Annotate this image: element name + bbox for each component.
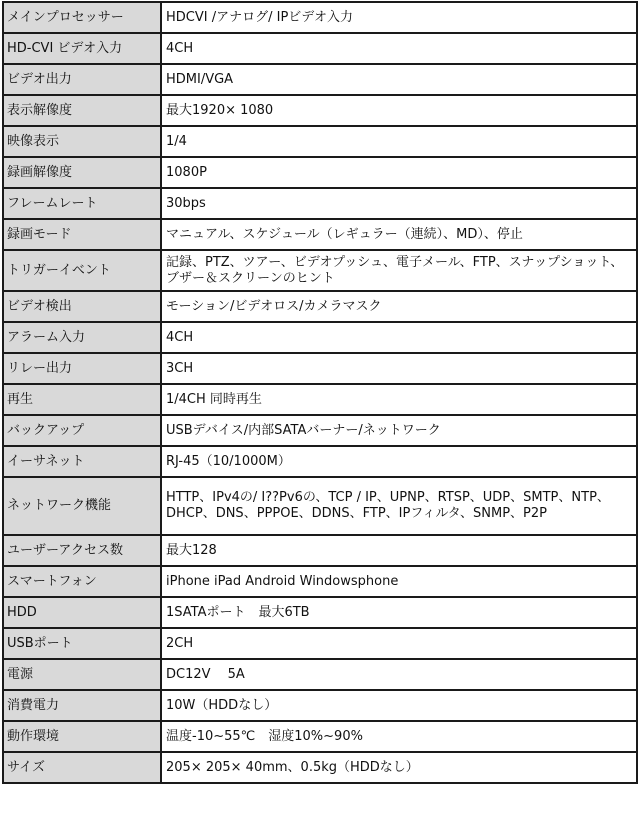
spec-value: 最大1920× 1080 xyxy=(161,95,637,126)
spec-row xyxy=(3,477,637,535)
spec-label: 動作環境 xyxy=(3,721,161,752)
spec-row xyxy=(3,597,637,628)
spec-value: 温度-10~55℃ 湿度10%~90% xyxy=(161,721,637,752)
spec-row xyxy=(3,322,637,353)
spec-row xyxy=(3,291,637,322)
spec-row xyxy=(3,566,637,597)
spec-row xyxy=(3,721,637,752)
spec-label: 録画解像度 xyxy=(3,157,161,188)
spec-row xyxy=(3,95,637,126)
spec-label: スマートフォン xyxy=(3,566,161,597)
spec-row xyxy=(3,219,637,250)
spec-value: 2CH xyxy=(161,628,637,659)
spec-label: ネットワーク機能 xyxy=(3,477,161,535)
spec-value: 記録、PTZ、ツアー、ビデオプッシュ、電子メール、FTP、スナップショット、ブザー＆スクリーンのヒント xyxy=(161,250,637,291)
spec-label: メインプロセッサー xyxy=(3,2,161,33)
spec-value: 205× 205× 40mm、0.5kg（HDDなし） xyxy=(161,752,637,783)
spec-label: 電源 xyxy=(3,659,161,690)
spec-value: HTTP、IPv4の/ I??Pv6の、TCP / IP、UPNP、RTSP、UDP、SMTP、NTP、DHCP、DNS、PPPOE、DDNS、FTP、IPフィルタ、SNMP、P2P xyxy=(161,477,637,535)
spec-label: 録画モード xyxy=(3,219,161,250)
spec-value: 30bps xyxy=(161,188,637,219)
spec-row xyxy=(3,415,637,446)
spec-row xyxy=(3,535,637,566)
spec-value: 10W（HDDなし） xyxy=(161,690,637,721)
spec-label: フレームレート xyxy=(3,188,161,219)
spec-label: イーサネット xyxy=(3,446,161,477)
spec-table xyxy=(2,1,638,784)
spec-label: USBポート xyxy=(3,628,161,659)
spec-row xyxy=(3,2,637,33)
spec-label: HD-CVI ビデオ入力 xyxy=(3,33,161,64)
spec-value: DC12V 5A xyxy=(161,659,637,690)
spec-label: バックアップ xyxy=(3,415,161,446)
spec-label: リレー出力 xyxy=(3,353,161,384)
spec-value: USBデバイス/内部SATAバーナー/ネットワーク xyxy=(161,415,637,446)
spec-label: 再生 xyxy=(3,384,161,415)
spec-value: 4CH xyxy=(161,322,637,353)
spec-row xyxy=(3,353,637,384)
spec-row xyxy=(3,126,637,157)
spec-label: ユーザーアクセス数 xyxy=(3,535,161,566)
spec-label: サイズ xyxy=(3,752,161,783)
spec-row xyxy=(3,752,637,783)
spec-value: モーション/ビデオロス/カメラマスク xyxy=(161,291,637,322)
spec-label: 消費電力 xyxy=(3,690,161,721)
spec-value: 1080P xyxy=(161,157,637,188)
spec-value: 1/4CH 同時再生 xyxy=(161,384,637,415)
spec-row xyxy=(3,446,637,477)
spec-value: iPhone iPad Android Windowsphone xyxy=(161,566,637,597)
spec-value: HDCVI /アナログ/ IPビデオ入力 xyxy=(161,2,637,33)
spec-label: トリガーイベント xyxy=(3,250,161,291)
spec-label: ビデオ検出 xyxy=(3,291,161,322)
spec-value: 4CH xyxy=(161,33,637,64)
spec-row xyxy=(3,157,637,188)
spec-value: 最大128 xyxy=(161,535,637,566)
spec-row xyxy=(3,64,637,95)
spec-value: 3CH xyxy=(161,353,637,384)
spec-value: HDMI/VGA xyxy=(161,64,637,95)
spec-row xyxy=(3,33,637,64)
spec-value: 1SATAポート 最大6TB xyxy=(161,597,637,628)
spec-row xyxy=(3,690,637,721)
spec-row xyxy=(3,384,637,415)
spec-value: RJ-45（10/1000M） xyxy=(161,446,637,477)
spec-row xyxy=(3,659,637,690)
spec-row xyxy=(3,250,637,291)
spec-label: 表示解像度 xyxy=(3,95,161,126)
spec-label: ビデオ出力 xyxy=(3,64,161,95)
spec-value: 1/4 xyxy=(161,126,637,157)
spec-label: 映像表示 xyxy=(3,126,161,157)
spec-value: マニュアル、スケジュール（レギュラー（連続）、MD）、停止 xyxy=(161,219,637,250)
spec-label: アラーム入力 xyxy=(3,322,161,353)
spec-row xyxy=(3,628,637,659)
spec-row xyxy=(3,188,637,219)
spec-label: HDD xyxy=(3,597,161,628)
